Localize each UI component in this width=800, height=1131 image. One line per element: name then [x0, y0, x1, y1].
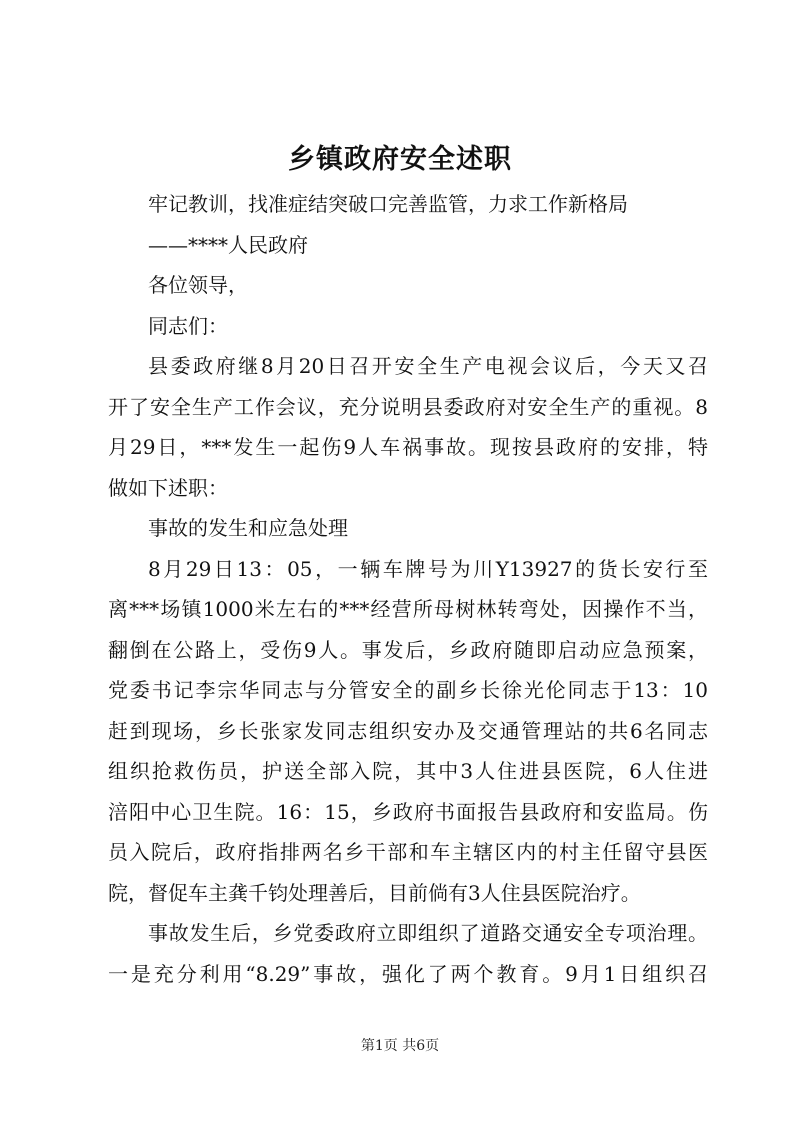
paragraph-line: 员入院后，政府指排两名乡干部和车主辖区内的村主任留守县医 — [108, 840, 708, 864]
paragraph-line: 8月29日13：05，一辆车牌号为川Y13927的货长安行至 — [148, 556, 708, 581]
salutation-line: 同志们： — [148, 313, 228, 338]
paragraph-line: 组织抢救伤员，护送全部入院，其中3人住进县医院，6人住进 — [108, 759, 708, 783]
paragraph-line: 党委书记李宗华同志与分管安全的副乡长徐光伦同志于13：10 — [108, 678, 708, 702]
paragraph-line: 翻倒在公路上，受伤9人。事发后，乡政府随即启动应急预案， — [108, 637, 708, 662]
paragraph-line: 赶到现场，乡长张家发同志组织安办及交通管理站的共6名同志 — [108, 718, 708, 743]
paragraph-line: 开了安全生产工作会议，充分说明县委政府对安全生产的重视。8 — [108, 394, 708, 419]
paragraph-line: 月29日，***发生一起伤9人车祸事故。现按县政府的安排，特 — [108, 435, 708, 459]
paragraph-line: 县委政府继8月20日召开安全生产电视会议后，今天又召 — [148, 354, 708, 378]
author-line: ——****人民政府 — [148, 232, 308, 257]
page-number: 第1页 共6页 — [360, 1038, 440, 1054]
section-heading: 事故的发生和应急处理 — [148, 516, 348, 540]
paragraph-line: 事故发生后，乡党委政府立即组织了道路交通安全专项治理。 — [148, 921, 708, 945]
document-title: 乡镇政府安全述职 — [288, 144, 512, 175]
paragraph-line: 涪阳中心卫生院。16：15，乡政府书面报告县政府和安监局。伤 — [108, 799, 708, 824]
salutation-line: 各位领导， — [148, 273, 248, 297]
paragraph-line: 一是充分利用“8.29”事故，强化了两个教育。9月1日组织召 — [108, 961, 708, 986]
paragraph-line: 院，督促车主龚千钧处理善后，目前倘有3人住县医院治疗。 — [108, 880, 641, 905]
paragraph-line: 离***场镇1000米左右的***经营所母树林转弯处，因操作不当， — [108, 597, 708, 621]
subtitle-line: 牢记教训，找准症结突破口完善监管，力求工作新格局 — [148, 192, 628, 216]
paragraph-line: 做如下述职： — [108, 475, 228, 500]
document-body — [108, 184, 708, 994]
